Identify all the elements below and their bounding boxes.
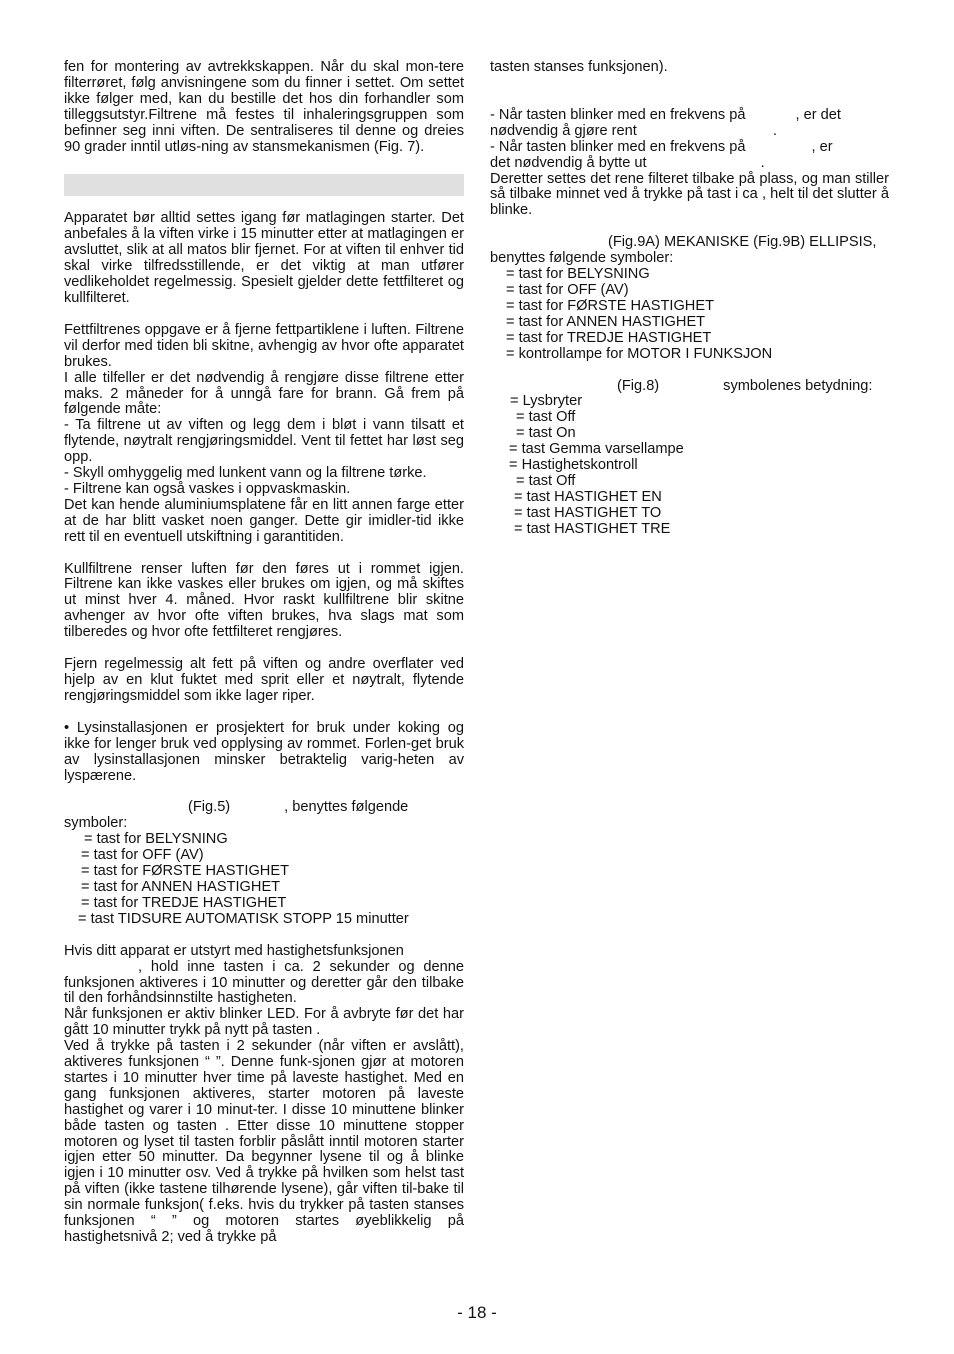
- symbol-item: = tast for TREDJE HASTIGHET: [81, 894, 287, 911]
- timer-paragraph: , hold inne tasten i ca. 2 sekunder og denne funksjonen aktiveres i 10 minutter og deretter går den tilbake til den forhåndsinnstilte hastigheten.: [64, 958, 464, 1007]
- symbol-item: = Hastighetskontroll: [509, 457, 638, 474]
- symbol-item: = tast HASTIGHET EN: [514, 488, 662, 505]
- intro-paragraph: fen for montering av avtrekkskappen. Når du skal mon-tere filterrøret, følg anvisningene som du finner i settet. Om settet ikke følger med, kan du bestille det hos din forhandler som tilleggsutstyr.Filtrene må festes til inhaleringsgruppen som befinner seg inni viften. De sentraliseres til denne og dreies 90 grader inntil utløs-ning av stansmekanismen (Fig. 7).: [64, 59, 464, 155]
- fig9-intro: benyttes følgende symboler:: [490, 250, 674, 267]
- page-number: - 18 -: [457, 1303, 497, 1322]
- symbol-item: = tast Off: [516, 409, 576, 426]
- fig8-intro: (Fig.8) symbolenes betydning:: [617, 377, 873, 394]
- blink-line: det nødvendig å bytte ut .: [490, 154, 765, 171]
- symbol-item: = tast for TREDJE HASTIGHET: [506, 329, 712, 346]
- symbol-item: = tast On: [516, 425, 576, 442]
- blink-line: nødvendig å gjøre rent .: [490, 122, 777, 139]
- grease-filter-step: - Ta filtrene ut av viften og legg dem i bløt i vann tilsatt et flytende, nøytralt rengjøringsmiddel. Vent til fettet har løst seg opp.: [64, 417, 464, 466]
- symbol-item: = tast for FØRSTE HASTIGHET: [506, 297, 714, 314]
- fig9-intro: (Fig.9A) MEKANISKE (Fig.9B) ELLIPSIS,: [608, 234, 877, 251]
- fig5-symbols-label: symboler:: [64, 815, 128, 832]
- fig5-intro: [64, 800, 464, 816]
- symbol-item: = tast for ANNEN HASTIGHET: [506, 313, 706, 330]
- grease-filter-step: - Skyll omhyggelig med lunkent vann og la filtrene tørke.: [64, 465, 427, 482]
- left-column: [64, 60, 464, 1246]
- symbol-item: = tast for OFF (AV): [506, 281, 629, 298]
- continued-line: tasten stanses funksjonen).: [490, 59, 668, 75]
- usage-paragraph: Apparatet bør alltid settes igang før matlagingen starter. Det anbefales å la viften virke i 15 minutter etter at matlagingen er avsluttet, slik at all matos blir fjernet. For at viften til enhver tid skal virke tilfredsstillende, er det viktig at man utfører vedlikeholdet regelmessig. Spesielt gjelder dette fettfilteret og kullfilteret.: [64, 210, 464, 306]
- symbol-item: = tast Gemma varsellampe: [509, 441, 684, 458]
- symbol-item: = tast for BELYSNING: [84, 831, 228, 848]
- right-column: [490, 60, 889, 538]
- grease-filter-paragraph: I alle tilfeller er det nødvendig å rengjøre disse filtrene etter maks. 2 måneder for å unngå fare for brann. Gå frem på følgende måte:: [64, 369, 464, 418]
- fig5-text: , benyttes følgende: [284, 799, 409, 816]
- lighting-paragraph: • Lysinstallasjonen er prosjektert for bruk under koking og ikke for lenger bruk ved opplysing av rommet. Forlen-get bruk av lysinstallasjonen minsker betraktelig varig-heten av lyspærene.: [64, 719, 464, 784]
- grease-filter-step: - Filtrene kan også vaskes i oppvaskmaskin.: [64, 480, 351, 497]
- symbol-item: = tast HASTIGHET TO: [514, 504, 662, 521]
- symbol-item: = tast HASTIGHET TRE: [514, 520, 671, 537]
- fig5-ref: (Fig.5): [188, 799, 231, 816]
- cleaning-paragraph: Fjern regelmessig alt fett på viften og andre overflater ved hjelp av en klut fuktet med sprit eller et nøytralt, flytende rengjøringsmiddel som ikke lager riper.: [64, 656, 464, 704]
- grease-filter-paragraph: Fettfiltrenes oppgave er å fjerne fettpartiklene i luften. Filtrene vil derfor med tiden bli skitne, avhengig av hvor ofte apparatet brukes.: [64, 321, 464, 370]
- symbol-item: = tast for ANNEN HASTIGHET: [81, 878, 281, 895]
- timer-paragraph: Når funksjonen er aktiv blinker LED. For å avbryte før det har gått 10 minutter trykk på nytt på tasten .: [64, 1006, 464, 1039]
- section-heading-band: [64, 174, 464, 196]
- blink-line: - Når tasten blinker med en frekvens på , er: [490, 138, 833, 155]
- symbol-item: = kontrollampe for MOTOR I FUNKSJON: [506, 345, 773, 362]
- symbol-item: = tast for FØRSTE HASTIGHET: [81, 863, 289, 880]
- symbol-item: = tast TIDSURE AUTOMATISK STOPP 15 minutter: [78, 910, 409, 927]
- timer-paragraph: Hvis ditt apparat er utstyrt med hastighetsfunksjonen: [64, 942, 404, 959]
- grease-filter-note: Det kan hende aluminiumsplatene får en litt annen farge etter at de har blitt vasket noen ganger. Dette gir imidler-tid ikke rett til en eventuell utskiftning i garantitiden.: [64, 496, 464, 545]
- blink-line: - Når tasten blinker med en frekvens på , er det: [490, 106, 841, 123]
- carbon-filter-paragraph: Kullfiltrene renser luften før den føres ut i rommet igjen. Filtrene kan ikke vaskes eller brukes om igjen, og må skiftes ut minst hver 4. måned. Hvor raskt kullfiltrene blir skitne avhenger av hvor ofte viften brukes, hva slags mat som tilberedes og hvor ofte fettfilteret rengjøres.: [64, 560, 464, 641]
- reset-paragraph: Deretter settes det rene filteret tilbake på plass, og man stiller så tilbake minnet ved å trykke på tast i ca , helt til det slutter å blinke.: [490, 170, 889, 219]
- symbol-item: = tast for OFF (AV): [81, 847, 204, 864]
- timer-paragraph: Ved å trykke på tasten i 2 sekunder (når viften er avslått), aktiveres funksjonen “ ”. Denne funk-sjonen gjør at motoren startes i 10 minutter hver time på laveste hastighet. Med en gang funksjonen aktiveres, starter motoren på laveste hastighet og varer i 10 minut-ter. I disse 10 minuttene blinker både tasten og tasten . Etter disse 10 minuttene stopper motoren og lyset til tasten forblir påslått inntil motoren starter igjen etter 50 minutter. Da begynner lysene til og å blinke igjen i 10 minutter osv. Ved å trykke på hvilken som helst tast på viften (ikke tastene tilhørende lysene), går viften til-bake til sin normale funksjon( f.eks. hvis du trykker på tasten stanses funksjonen “ ” og motoren startes øyeblikkelig på hastighetsnivå 2; ved å trykke på: [64, 1038, 464, 1245]
- symbol-item: = tast Off: [516, 472, 576, 489]
- symbol-item: = Lysbryter: [510, 393, 583, 410]
- symbol-item: = tast for BELYSNING: [506, 266, 650, 283]
